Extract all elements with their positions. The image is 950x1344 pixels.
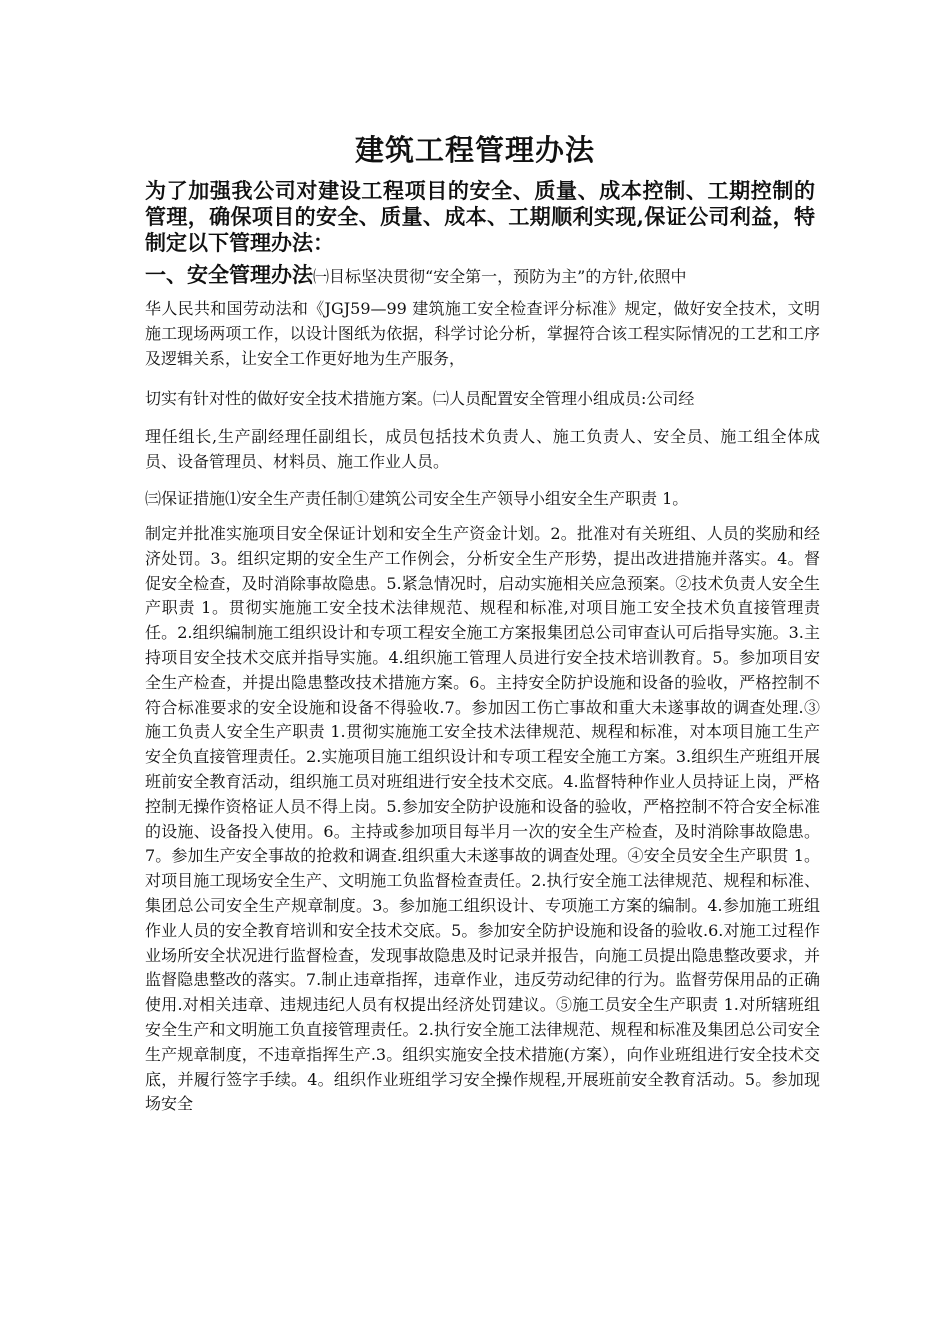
body-paragraph: 制定并批准实施项目安全保证计划和安全生产资金计划。2。批准对有关班组、人员的奖励和经济处罚。3。组织定期的安全生产工作例会，分析安全生产形势，提出改进措施并落实。4。督促安全检查，及时消除事故隐患。5.紧急情况时，启动实施相关应急预案。②技术负责人安全生产职责 1。贯彻实施施工安全技术法律规范、规程和标准,对项目施工安全技术负直接管理责任。2.组织编制施工组织设计和专项工程安全施工方案报集团总公司审查认可后指导实施。3.主持项目安全技术交底并指导实施。4.组织施工管理人员进行安全技术培训教育。5。参加项目安全生产检查，并提出隐患整改技术措施方案。6。主持安全防护设施和设备的验收，严格控制不符合标准要求的安全设施和设备不得验收.7。参加因工伤亡事故和重大未遂事故的调查处理.③施工负责人安全生产职责 1.贯彻实施施工安全技术法律规范、规程和标准，对本项目施工生产安全负直接管理责任。2.实施项目施工组织设计和专项工程安全施工方案。3.组织生产班组开展班前安全教育活动，组织施工员对班组进行安全技术交底。4.监督特种作业人员持证上岗，严格控制无操作资格证人员不得上岗。5.参加安全防护设施和设备的验收，严格控制不符合安全标准的设施、设备投入使用。6。主持或参加项目每半月一次的安全生产检查，及时消除事故隐患。7。参加生产安全事故的抢救和调查.组织重大未遂事故的调查处理。④安全员安全生产职贯 1。对项目施工现场安全生产、文明施工负监督检查责任。2.执行安全施工法律规范、规程和标准、集团总公司安全生产规章制度。3。参加施工组织设计、专项施工方案的编制。4.参加施工班组作业人员的安全教育培训和安全技术交底。5。参加安全防护设施和设备的验收.6.对施工过程作业场所安全状况进行监督检查，发现事故隐患及时记录并报告，向施工员提出隐患整改要求，并监督隐患整改的落实。7.制止违章指挥，违章作业，违反劳动纪律的行为。监督劳保用品的正确使用.对相关违章、违规违纪人员有权提出经济处罚建议。⑤施工员安全生产职责 1.对所辖班组安全生产和文明施工负直接管理责任。2.执行安全施工法律规范、规程和标准及集团总公司安全生产规章制度，不违章指挥生产.3。组织实施安全技术措施(方案），向作业班组进行安全技术交底，并履行签字手续。4。组织作业班组学习安全操作规程,开展班前安全教育活动。5。参加现场安全 — [145, 524, 820, 1114]
section-heading: 一、安全管理办法 — [145, 262, 313, 287]
body-paragraph: 华人民共和国劳动法和《JGJ59—99 建筑施工安全检查评分标准》规定，做好安全技术，文明施工现场两项工作，以设计图纸为依据，科学讨论分析，掌握符合该工程实际情况的工艺和工序及逻辑关系，让安全工作更好地为生产服务， — [145, 299, 820, 368]
section-heading-line — [145, 262, 825, 290]
body-paragraph: 理任组长,生产副经理任副组长，成员包括技术负责人、施工负责人、安全员、施工组全体成员、设备管理员、材料员、施工作业人员。 — [145, 427, 820, 471]
section-lead-text: ㈠目标坚决贯彻“安全第一，预防为主”的方针,依照中 — [313, 267, 687, 286]
body-paragraph: ㈢保证措施⑴安全生产责任制①建筑公司安全生产领导小组安全生产职责 1。 — [145, 489, 689, 508]
intro-paragraph: 为了加强我公司对建设工程项目的安全、质量、成本控制、工期控制的管理，确保项目的安全、质量、成本、工期顺利实现,保证公司利益，特制定以下管理办法： — [145, 178, 815, 255]
body-paragraph: 切实有针对性的做好安全技术措施方案。㈡人员配置安全管理小组成员:公司经 — [145, 389, 695, 408]
document-title: 建筑工程管理办法 — [354, 133, 595, 167]
